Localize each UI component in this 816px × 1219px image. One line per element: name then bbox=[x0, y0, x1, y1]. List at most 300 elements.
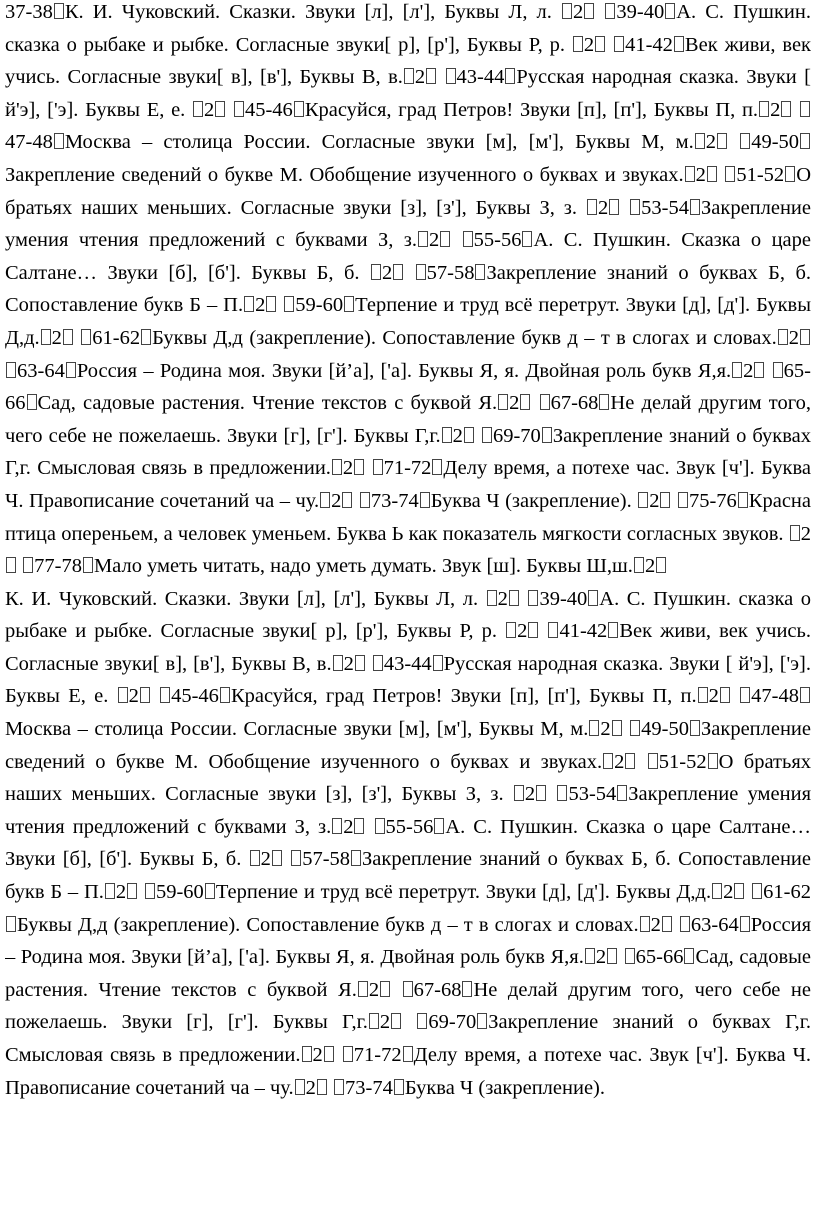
missing-glyph-box-icon bbox=[678, 492, 688, 508]
text-segment: О братьях наших меньших. Согласные звуки [з], [з'], Буквы З, з. bbox=[5, 163, 811, 219]
missing-glyph-box-icon bbox=[272, 850, 282, 866]
missing-glyph-box-icon bbox=[54, 3, 64, 19]
text-segment: А. С. Пушкин. Сказка о царе Салтане… Звуки [б], [б']. Буквы Б, б. bbox=[5, 815, 811, 871]
missing-glyph-box-icon bbox=[145, 883, 155, 899]
text-segment: 2 bbox=[743, 359, 754, 382]
text-segment: 2 bbox=[573, 1, 584, 23]
missing-glyph-box-icon bbox=[354, 818, 364, 834]
missing-glyph-box-icon bbox=[514, 785, 524, 801]
missing-glyph-box-icon bbox=[81, 329, 91, 345]
missing-glyph-box-icon bbox=[487, 590, 497, 606]
text-segment: Закрепление знаний о буквах Б, б. Сопоставление букв Б – П. bbox=[5, 261, 811, 317]
text-segment bbox=[606, 34, 613, 56]
text-segment bbox=[718, 164, 724, 186]
text-segment: Делу время, а потехе час. Звук [ч']. Буква Ч. Правописание сочетаний ча – чу. bbox=[5, 457, 811, 512]
text-segment: Терпение и труд всё перетрут. Звуки [д], [д']. Буквы Д,д. bbox=[215, 881, 712, 904]
text-segment: Век живи, век учись. Согласные звуки[ в], [в'], Буквы В, в. bbox=[5, 620, 811, 675]
text-segment: 2 bbox=[524, 783, 536, 806]
missing-glyph-box-icon bbox=[373, 459, 383, 475]
text-segment bbox=[365, 816, 373, 838]
text-segment bbox=[391, 979, 402, 1001]
missing-glyph-box-icon bbox=[522, 231, 532, 247]
missing-glyph-box-icon bbox=[160, 687, 170, 703]
missing-glyph-box-icon bbox=[505, 68, 515, 84]
text-segment: 2 bbox=[342, 457, 354, 480]
missing-glyph-box-icon bbox=[403, 981, 413, 997]
missing-glyph-box-icon bbox=[127, 883, 137, 899]
missing-glyph-box-icon bbox=[498, 394, 508, 410]
missing-glyph-box-icon bbox=[426, 68, 436, 84]
missing-glyph-box-icon bbox=[698, 687, 708, 703]
missing-glyph-box-icon bbox=[738, 492, 748, 508]
text-segment: 2 bbox=[255, 294, 266, 317]
text-segment: Мало уметь читать, надо уметь думать. Звук [ш]. Буквы Ш,ш. bbox=[93, 555, 633, 578]
text-segment bbox=[402, 1011, 416, 1033]
text-segment: 2 bbox=[509, 392, 520, 415]
missing-glyph-box-icon bbox=[464, 427, 474, 443]
missing-glyph-box-icon bbox=[548, 622, 558, 638]
missing-glyph-box-icon bbox=[332, 459, 342, 475]
text-segment: 2 bbox=[695, 163, 706, 186]
missing-glyph-box-icon bbox=[617, 785, 627, 801]
text-segment: 2 bbox=[614, 750, 625, 773]
text-segment: 45-46 bbox=[171, 685, 219, 708]
lesson-plan-paragraph bbox=[5, 0, 811, 583]
text-segment: 2 bbox=[649, 489, 660, 512]
text-segment: Буквы Д,д (закрепление). Сопоставление букв д – т в слогах и словах. bbox=[17, 913, 639, 936]
missing-glyph-box-icon bbox=[773, 362, 783, 378]
text-segment bbox=[451, 229, 461, 251]
missing-glyph-box-icon bbox=[520, 394, 530, 410]
missing-glyph-box-icon bbox=[432, 459, 442, 475]
text-segment: Буква Ч (закрепление). bbox=[430, 489, 638, 512]
text-segment bbox=[595, 1, 604, 23]
text-segment bbox=[623, 718, 630, 740]
text-segment: 47-48 bbox=[5, 131, 53, 154]
missing-glyph-box-icon bbox=[105, 883, 115, 899]
missing-glyph-box-icon bbox=[542, 427, 552, 443]
text-segment bbox=[636, 751, 646, 773]
missing-glyph-box-icon bbox=[6, 916, 16, 932]
missing-glyph-box-icon bbox=[648, 753, 658, 769]
text-segment: 61-62 bbox=[92, 326, 141, 349]
text-segment bbox=[671, 490, 677, 512]
text-segment: Москва – столица России. Согласные звуки [м], [м'], Буквы М, м. bbox=[5, 718, 589, 741]
missing-glyph-box-icon bbox=[54, 133, 64, 149]
text-segment: Закрепление знаний о буквах Б, б. Сопоставление букв Б – П. bbox=[5, 848, 811, 904]
text-segment: 2 bbox=[770, 98, 781, 121]
text-segment: Закрепление сведений о букве М. Обобщение изученного о буквах и звуках. bbox=[5, 163, 684, 186]
text-segment: Буквы Д,д (закрепление). Сопоставление букв д – т в слогах и словах. bbox=[152, 326, 777, 349]
text-segment: Закрепление умения чтения предложений с буквами З, з. bbox=[5, 783, 811, 838]
missing-glyph-box-icon bbox=[417, 1013, 427, 1029]
missing-glyph-box-icon bbox=[295, 1079, 305, 1095]
text-segment: 67-68 bbox=[550, 392, 599, 415]
text-segment: А. С. Пушкин. сказка о рыбаке и рыбке. Согласные звуки[ р], [р'], Буквы Р, р. bbox=[5, 1, 811, 56]
missing-glyph-box-icon bbox=[220, 687, 230, 703]
text-segment: 2 bbox=[644, 555, 656, 578]
missing-glyph-box-icon bbox=[294, 101, 304, 117]
text-segment bbox=[792, 99, 799, 121]
missing-glyph-box-icon bbox=[732, 362, 742, 378]
text-segment: Буква Ч (закрепление). bbox=[404, 1076, 606, 1099]
text-segment: 57-58 bbox=[426, 261, 475, 284]
text-segment: Не делай другим того, чего себе не пожелаешь. Звуки [г], [г']. Буквы Г,г. bbox=[5, 978, 811, 1034]
missing-glyph-box-icon bbox=[800, 329, 810, 345]
missing-glyph-box-icon bbox=[630, 720, 640, 736]
text-segment: Россия – Родина моя. Звуки [й’а], ['а]. Буквы Я, я. Двойная роль букв Я,я. bbox=[5, 913, 811, 969]
missing-glyph-box-icon bbox=[141, 329, 151, 345]
missing-glyph-box-icon bbox=[587, 199, 597, 215]
missing-glyph-box-icon bbox=[717, 133, 727, 149]
missing-glyph-box-icon bbox=[477, 1013, 487, 1029]
missing-glyph-box-icon bbox=[712, 883, 722, 899]
text-segment: 73-74 bbox=[345, 1076, 393, 1099]
text-segment: 2 bbox=[128, 685, 139, 708]
missing-glyph-box-icon bbox=[440, 231, 450, 247]
text-segment: 67-68 bbox=[413, 978, 462, 1001]
missing-glyph-box-icon bbox=[674, 36, 684, 52]
missing-glyph-box-icon bbox=[344, 296, 354, 312]
text-segment: А. С. Пушкин. Сказка о царе Салтане… Звуки [б], [б']. Буквы Б, б. bbox=[5, 229, 811, 284]
text-segment: А. С. Пушкин. сказка о рыбаке и рыбке. Согласные звуки[ р], [р'], Буквы Р, р. bbox=[5, 587, 811, 643]
text-segment: Красуйся, град Петров! Звуки [п], [п'], Буквы П, п. bbox=[304, 98, 759, 121]
text-segment bbox=[335, 1044, 342, 1066]
missing-glyph-box-icon bbox=[215, 101, 225, 117]
missing-glyph-box-icon bbox=[781, 101, 791, 117]
text-segment bbox=[731, 685, 739, 707]
missing-glyph-box-icon bbox=[800, 101, 810, 117]
missing-glyph-box-icon bbox=[266, 296, 276, 312]
missing-glyph-box-icon bbox=[557, 785, 567, 801]
missing-glyph-box-icon bbox=[375, 818, 385, 834]
text-segment: 2 bbox=[368, 978, 380, 1001]
text-segment: 59-60 bbox=[295, 294, 344, 317]
missing-glyph-box-icon bbox=[536, 785, 546, 801]
text-segment bbox=[745, 881, 751, 903]
missing-glyph-box-icon bbox=[416, 264, 426, 280]
missing-glyph-box-icon bbox=[589, 720, 599, 736]
missing-glyph-box-icon bbox=[334, 1079, 344, 1095]
missing-glyph-box-icon bbox=[734, 883, 744, 899]
text-segment: 45-46 bbox=[244, 98, 293, 121]
text-segment: 59-60 bbox=[155, 881, 204, 904]
text-segment bbox=[539, 620, 547, 642]
text-segment: Красна птица опереньем, а человек уменьем. Буква Ь как показатель мягкости согласных звуков. bbox=[5, 489, 811, 545]
missing-glyph-box-icon bbox=[234, 101, 244, 117]
text-segment: 2 bbox=[204, 98, 215, 121]
missing-glyph-box-icon bbox=[573, 36, 583, 52]
text-segment: 2 bbox=[708, 685, 719, 708]
missing-glyph-box-icon bbox=[690, 199, 700, 215]
text-segment: 71-72 bbox=[383, 457, 432, 480]
missing-glyph-box-icon bbox=[595, 36, 605, 52]
text-segment bbox=[366, 653, 372, 675]
missing-glyph-box-icon bbox=[778, 329, 788, 345]
text-segment: 2 bbox=[705, 131, 717, 154]
missing-glyph-box-icon bbox=[662, 916, 672, 932]
text-segment: 2 bbox=[260, 848, 271, 871]
missing-glyph-box-icon bbox=[463, 231, 473, 247]
text-segment: 2 bbox=[723, 881, 734, 904]
text-segment bbox=[531, 392, 538, 414]
missing-glyph-box-icon bbox=[302, 1046, 312, 1062]
missing-glyph-box-icon bbox=[740, 133, 750, 149]
missing-glyph-box-icon bbox=[759, 101, 769, 117]
missing-glyph-box-icon bbox=[588, 590, 598, 606]
missing-glyph-box-icon bbox=[607, 948, 617, 964]
missing-glyph-box-icon bbox=[66, 362, 76, 378]
text-segment: Русская народная сказка. Звуки [ й'э], ['э]. Буквы Е, е. bbox=[5, 652, 811, 708]
missing-glyph-box-icon bbox=[63, 329, 73, 345]
missing-glyph-box-icon bbox=[528, 590, 538, 606]
text-segment: 71-72 bbox=[353, 1044, 402, 1066]
text-segment: 43-44 bbox=[456, 66, 505, 89]
missing-glyph-box-icon bbox=[608, 622, 618, 638]
text-segment: 49-50 bbox=[751, 131, 800, 154]
missing-glyph-box-icon bbox=[317, 1079, 327, 1095]
missing-glyph-box-icon bbox=[584, 3, 594, 19]
text-segment bbox=[353, 490, 359, 512]
missing-glyph-box-icon bbox=[695, 133, 705, 149]
text-segment: Закрепление знаний о буквах Г,г. Смысловая связь в предложении. bbox=[5, 424, 811, 480]
text-segment bbox=[765, 360, 771, 382]
missing-glyph-box-icon bbox=[358, 981, 368, 997]
text-segment bbox=[277, 294, 283, 316]
missing-glyph-box-icon bbox=[562, 3, 572, 19]
text-segment bbox=[283, 848, 290, 870]
text-segment bbox=[620, 197, 629, 219]
missing-glyph-box-icon bbox=[685, 166, 695, 182]
text-segment: 2 bbox=[428, 229, 440, 252]
text-segment: 47-48 bbox=[751, 685, 799, 708]
missing-glyph-box-icon bbox=[800, 687, 810, 703]
missing-glyph-box-icon bbox=[680, 916, 690, 932]
text-segment: 39-40 bbox=[539, 587, 588, 610]
missing-glyph-box-icon bbox=[6, 362, 16, 378]
text-segment: 69-70 bbox=[492, 424, 541, 447]
missing-glyph-box-icon bbox=[754, 362, 764, 378]
missing-glyph-box-icon bbox=[6, 557, 16, 573]
missing-glyph-box-icon bbox=[614, 36, 624, 52]
missing-glyph-box-icon bbox=[609, 199, 619, 215]
missing-glyph-box-icon bbox=[433, 655, 443, 671]
text-segment bbox=[728, 131, 739, 153]
text-segment: Терпение и труд всё перетрут. Звуки [д], [д']. Буквы Д,д. bbox=[5, 294, 811, 349]
missing-glyph-box-icon bbox=[403, 1046, 413, 1062]
text-segment bbox=[226, 99, 233, 121]
missing-glyph-box-icon bbox=[708, 753, 718, 769]
text-segment: 2 bbox=[312, 1044, 323, 1066]
text-segment: 2 bbox=[597, 196, 609, 219]
missing-glyph-box-icon bbox=[634, 557, 644, 573]
missing-glyph-box-icon bbox=[442, 427, 452, 443]
text-segment: 53-54 bbox=[641, 196, 689, 219]
text-segment: Закрепление знаний о буквах Г,г. Смысловая связь в предложении. bbox=[5, 1011, 811, 1066]
missing-glyph-box-icon bbox=[800, 133, 810, 149]
text-segment: К. И. Чуковский. Сказки. Звуки [л], [л'], Буквы Л, л. bbox=[5, 587, 486, 610]
text-segment: 63-64 bbox=[17, 359, 65, 382]
text-segment: 2 bbox=[379, 1011, 391, 1034]
text-segment: 41-42 bbox=[625, 33, 673, 56]
missing-glyph-box-icon bbox=[244, 296, 254, 312]
document-page bbox=[5, 0, 811, 1219]
text-segment: 55-56 bbox=[385, 815, 434, 838]
missing-glyph-box-icon bbox=[740, 916, 750, 932]
text-segment: 2 bbox=[517, 620, 528, 643]
missing-glyph-box-icon bbox=[640, 916, 650, 932]
text-segment: 2 bbox=[650, 913, 661, 936]
text-segment bbox=[74, 327, 80, 349]
missing-glyph-box-icon bbox=[790, 525, 800, 541]
text-segment: Закрепление умения чтения предложений с буквами З, з. bbox=[5, 196, 811, 252]
missing-glyph-box-icon bbox=[23, 557, 33, 573]
text-segment bbox=[618, 946, 624, 968]
text-segment: Не делай другим того, чего себе не пожелаешь. Звуки [г], [г']. Буквы Г,г. bbox=[5, 392, 811, 447]
missing-glyph-box-icon bbox=[418, 231, 428, 247]
text-segment: 2 bbox=[381, 261, 393, 284]
missing-glyph-box-icon bbox=[354, 459, 364, 475]
missing-glyph-box-icon bbox=[332, 818, 342, 834]
missing-glyph-box-icon bbox=[475, 264, 485, 280]
missing-glyph-box-icon bbox=[324, 1046, 334, 1062]
missing-glyph-box-icon bbox=[612, 720, 622, 736]
missing-glyph-box-icon bbox=[446, 68, 456, 84]
text-segment: 69-70 bbox=[428, 1011, 477, 1034]
missing-glyph-box-icon bbox=[509, 590, 519, 606]
text-segment bbox=[328, 1077, 333, 1099]
text-segment: 55-56 bbox=[473, 229, 522, 252]
text-segment: 2 bbox=[595, 946, 607, 969]
missing-glyph-box-icon bbox=[420, 492, 430, 508]
missing-glyph-box-icon bbox=[355, 655, 365, 671]
missing-glyph-box-icon bbox=[380, 981, 390, 997]
text-segment: 39-40 bbox=[616, 1, 665, 23]
missing-glyph-box-icon bbox=[785, 166, 795, 182]
text-segment: 2 bbox=[331, 489, 342, 512]
text-segment bbox=[151, 685, 159, 707]
text-segment bbox=[547, 783, 556, 805]
text-segment: Делу время, а потехе час. Звук [ч']. Буква Ч. Правописание сочетаний ча – чу. bbox=[5, 1044, 811, 1099]
missing-glyph-box-icon bbox=[720, 687, 730, 703]
missing-glyph-box-icon bbox=[343, 1046, 353, 1062]
missing-glyph-box-icon bbox=[630, 199, 640, 215]
missing-glyph-box-icon bbox=[342, 492, 352, 508]
missing-glyph-box-icon bbox=[250, 850, 260, 866]
missing-glyph-box-icon bbox=[140, 687, 150, 703]
missing-glyph-box-icon bbox=[393, 264, 403, 280]
text-segment bbox=[520, 588, 528, 610]
text-segment: 75-76 bbox=[688, 489, 737, 512]
missing-glyph-box-icon bbox=[284, 296, 294, 312]
missing-glyph-box-icon bbox=[391, 1013, 401, 1029]
missing-glyph-box-icon bbox=[528, 622, 538, 638]
missing-glyph-box-icon bbox=[434, 818, 444, 834]
text-segment: 2 bbox=[305, 1076, 316, 1099]
missing-glyph-box-icon bbox=[404, 68, 414, 84]
text-segment: 73-74 bbox=[370, 489, 419, 512]
text-segment: Сад, садовые растения. Чтение текстов с буквой Я. bbox=[37, 392, 498, 415]
missing-glyph-box-icon bbox=[27, 394, 37, 410]
missing-glyph-box-icon bbox=[540, 394, 550, 410]
text-segment: 2 bbox=[51, 326, 62, 349]
text-segment: Закрепление сведений о букве М. Обобщение изученного о буквах и звуках. bbox=[5, 718, 811, 773]
text-segment bbox=[404, 262, 414, 284]
text-segment: 2 bbox=[115, 881, 127, 904]
missing-glyph-box-icon bbox=[320, 492, 330, 508]
text-segment: 57-58 bbox=[302, 848, 351, 871]
missing-glyph-box-icon bbox=[603, 753, 613, 769]
missing-glyph-box-icon bbox=[369, 1013, 379, 1029]
lesson-plan-paragraph-repeat bbox=[5, 583, 811, 1105]
missing-glyph-box-icon bbox=[725, 166, 735, 182]
missing-glyph-box-icon bbox=[660, 492, 670, 508]
missing-glyph-box-icon bbox=[482, 427, 492, 443]
text-segment: 2 bbox=[343, 815, 354, 838]
text-segment: Красуйся, град Петров! Звуки [п], [п'], Буквы П, п. bbox=[230, 685, 697, 708]
text-segment: 51-52 bbox=[658, 750, 707, 773]
text-segment: 51-52 bbox=[736, 163, 785, 186]
missing-glyph-box-icon bbox=[205, 883, 215, 899]
missing-glyph-box-icon bbox=[690, 720, 700, 736]
missing-glyph-box-icon bbox=[752, 883, 762, 899]
missing-glyph-box-icon bbox=[193, 101, 203, 117]
text-segment: 2 bbox=[800, 522, 811, 545]
missing-glyph-box-icon bbox=[740, 687, 750, 703]
text-segment: Москва – столица России. Согласные звуки [м], [м'], Буквы М, м. bbox=[64, 131, 694, 154]
text-segment: Сад, садовые растения. Чтение текстов с буквой Я. bbox=[5, 946, 811, 1001]
missing-glyph-box-icon bbox=[585, 948, 595, 964]
missing-glyph-box-icon bbox=[599, 394, 609, 410]
missing-glyph-box-icon bbox=[83, 557, 93, 573]
missing-glyph-box-icon bbox=[371, 264, 381, 280]
text-segment: 65-66 bbox=[5, 359, 811, 415]
missing-glyph-box-icon bbox=[291, 850, 301, 866]
text-segment: 2 bbox=[452, 424, 463, 447]
missing-glyph-box-icon bbox=[351, 850, 361, 866]
text-segment: 77-78 bbox=[34, 555, 82, 578]
text-segment: 43-44 bbox=[383, 652, 432, 675]
missing-glyph-box-icon bbox=[605, 3, 615, 19]
text-segment bbox=[475, 425, 481, 447]
missing-glyph-box-icon bbox=[665, 3, 675, 19]
text-segment: 63-64 bbox=[690, 913, 739, 936]
missing-glyph-box-icon bbox=[373, 655, 383, 671]
text-segment: 2 bbox=[343, 652, 354, 675]
text-segment bbox=[17, 555, 22, 577]
missing-glyph-box-icon bbox=[684, 948, 694, 964]
text-segment: 65-66 bbox=[635, 946, 684, 969]
text-segment bbox=[437, 66, 444, 88]
text-segment: 2 bbox=[600, 718, 611, 741]
text-segment: 2 bbox=[497, 587, 508, 610]
text-segment: 2 bbox=[788, 326, 799, 349]
text-segment: 2 bbox=[583, 33, 595, 56]
missing-glyph-box-icon bbox=[656, 557, 666, 573]
text-segment: Россия – Родина моя. Звуки [й’а], ['а]. Буквы Я, я. Двойная роль букв Я,я. bbox=[76, 359, 732, 382]
text-segment bbox=[673, 914, 679, 936]
text-segment: 2 bbox=[414, 66, 426, 89]
missing-glyph-box-icon bbox=[506, 622, 516, 638]
text-segment: К. И. Чуковский. Сказки. Звуки [л], [л'], Буквы Л, л. bbox=[64, 1, 562, 23]
text-segment: 41-42 bbox=[559, 620, 608, 643]
text-segment: 49-50 bbox=[641, 718, 689, 741]
text-segment bbox=[138, 881, 144, 903]
text-segment: Век живи, век учись. Согласные звуки[ в], [в'], Буквы В, в. bbox=[5, 33, 811, 89]
missing-glyph-box-icon bbox=[41, 329, 51, 345]
missing-glyph-box-icon bbox=[625, 753, 635, 769]
text-segment bbox=[365, 457, 371, 479]
